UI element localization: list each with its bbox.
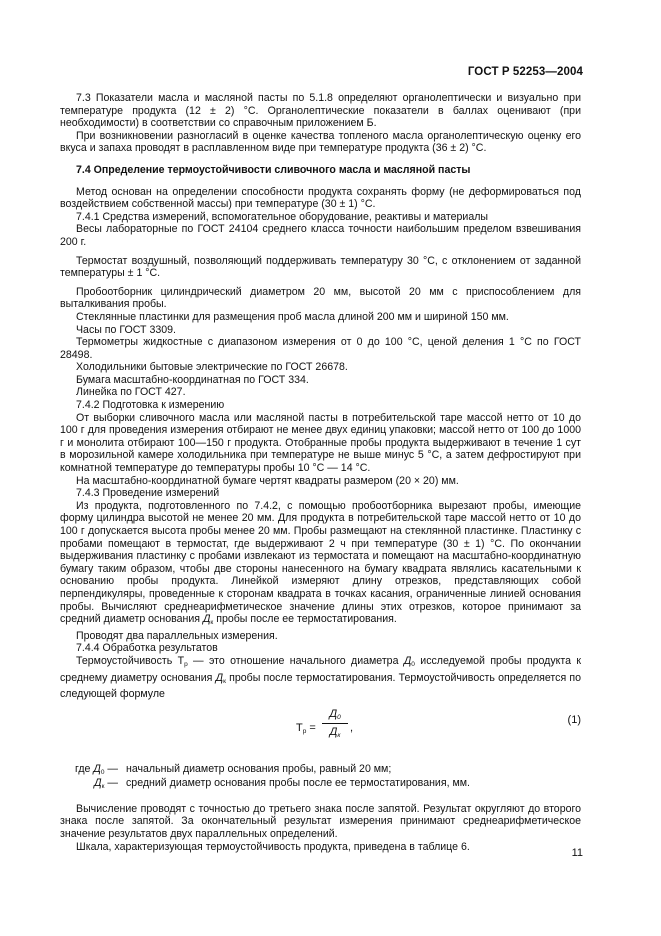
definition-text: исследуемой пробы продукта к среднему диаметру основания xyxy=(60,654,581,684)
standard-header: ГОСТ Р 52253—2004 xyxy=(467,66,583,78)
paragraph-7-3-dispute: При возникновении разногласий в оценке качества топленого масла органолептическую оценку его вкуса и запаха проводят в расплавленном виде при температуре продукта (36 ± 2) °С. xyxy=(60,129,581,155)
equipment-item: Термометры жидкостные с диапазоном измерения от 0 до 100 °С, ценой деления 1 °С по ГОСТ 28498. xyxy=(60,336,581,361)
legend-dash: — xyxy=(104,776,118,789)
definition-text: пробы после термостатирования. Термоустойчивость определяется по следующей формуле xyxy=(60,671,582,701)
formula-tp: Т xyxy=(296,721,303,734)
fraction-numerator xyxy=(322,708,348,721)
measurement-text: Из продукта, подготовленного по 7.4.2, с помощью пробоотборника вырезают пробы, имеющие форму цилиндра высотой не менее 20 мм. Для продукта в потребительской таре массой нетто от 10 до 100 г допускается высота пробы менее 20 мм. Пробы размещают на стеклянной пластинке. Пластинку с пробами помещают в термостат, где выдерживают 2 ч при температуре (30 ± 1) °С. По окончании выдерживания пластинку с пробами извлекают из термостата и помещают на масштабно-координатную бумагу таким образом, чтобы две стороны нанесенного на бумагу квадрата являлись касательными к основанию пробы продукта. Линейкой измеряют длину отрезков, представляющих собой перпендикуляры, проведенные к сторонам квадрата в точках касания, ограниченные линией основания пробы. Вычисляют среднеарифметическое значение длины этих отрезков, которое принимают за средний диаметр основания xyxy=(60,499,581,626)
paragraph-7-3: 7.3 Показатели масла и масляной пасты по 5.1.8 определяют органолептически и визуально при температуре продукта (12 ± 2) °С. Органолептические показатели в баллах оценивают (при необходимости) в соответствии со справочным приложением Б. xyxy=(60,92,581,130)
legend-d0-subscript: 0 xyxy=(100,768,105,776)
subsection-7-4-2-heading: 7.4.2 Подготовка к измерению xyxy=(76,399,225,412)
definition-text: Термоустойчивость Т xyxy=(76,654,185,667)
formula-fraction xyxy=(322,708,348,739)
parallel-measurements: Проводят два параллельных измерения. xyxy=(76,629,278,642)
dk-subscript: к xyxy=(223,677,226,685)
formula-equals: = xyxy=(306,721,316,734)
grid-paper-paragraph: На масштабно-координатной бумаге чертят квадраты размером (20 × 20) мм. xyxy=(76,474,459,487)
thermostability-definition xyxy=(60,655,581,701)
legend-row-dk xyxy=(60,777,581,791)
equipment-item: Стеклянные пластинки для размещения проб масла длиной 200 мм и шириной 150 мм. xyxy=(76,310,509,323)
equipment-item: Термостат воздушный, позволяющий поддерживать температуру 30 °С, с отклонением от заданной температуры ± 1 °С. xyxy=(60,254,581,280)
formula-lhs xyxy=(296,722,316,739)
subsection-7-4-3-heading: 7.4.3 Проведение измерений xyxy=(76,487,220,500)
equipment-item: Пробоотборник цилиндрический диаметром 20 мм, высотой 20 мм с приспособлением для выталкивания пробы. xyxy=(60,285,581,311)
formula-comma: , xyxy=(350,721,354,734)
legend-dash: — xyxy=(104,762,118,775)
formula-1 xyxy=(60,707,581,753)
legend-row-d0 xyxy=(60,763,581,777)
formula-legend xyxy=(60,763,581,791)
diameter-symbol: Д xyxy=(202,613,211,626)
method-paragraph: Метод основан на определении способности продукта сохранять форму (не деформироваться под воздействием собственной массы) при температуре (30 ± 1) °С. xyxy=(60,185,581,211)
subsection-7-4-1-heading: 7.4.1 Средства измерений, вспомогательное оборудование, реактивы и материалы xyxy=(76,210,489,223)
subsection-7-4-4-heading: 7.4.4 Обработка результатов xyxy=(76,642,218,655)
scale-reference-paragraph: Шкала, характеризующая термоустойчивость продукта, приведена в таблице 6. xyxy=(76,840,470,853)
calculation-paragraph: Вычисление проводят с точностью до третьего знака после запятой. Результат округляют до второго знака после запятой. За окончательный результат измерения принимают среднеарифметическое значение результатов двух параллельных определений. xyxy=(60,802,581,840)
equipment-item: Бумага масштабно-координатная по ГОСТ 334. xyxy=(76,373,309,386)
page-number: 11 xyxy=(571,847,583,859)
d0-subscript: 0 xyxy=(411,660,415,668)
denominator-subscript: к xyxy=(337,731,341,739)
fraction-bar xyxy=(322,723,348,724)
legend-dk-subscript: к xyxy=(101,782,105,790)
preparation-paragraph: От выборки сливочного масла или масляной пасты в потребительской таре массой нетто от 10 до 100 г для проведения измерения отбирают не менее двух единиц упаковки; массой нетто от 100 до 1000 г и монолита отбирают 100—150 г продукта. Отобранные пробы продукта выдерживают в течение 1 сут в морозильной камере холодильника при температуре не выше минус 5 °С, а затем дефростируют при комнатной температуре до температуры пробы 10 °С — 14 °С. xyxy=(60,411,581,475)
document-body xyxy=(60,92,581,853)
legend-d0: Д xyxy=(93,762,101,775)
tp-subscript: р xyxy=(184,660,188,668)
legend-symbol xyxy=(60,777,126,794)
d0-symbol: Д xyxy=(403,654,412,667)
equipment-item: Холодильники бытовые электрические по ГОСТ 26678. xyxy=(76,361,348,374)
legend-dk-description: средний диаметр основания пробы после ее термостатирования, мм. xyxy=(126,776,470,789)
formula-tp-subscript: р xyxy=(302,727,307,735)
measurement-tail: пробы после ее термостатирования. xyxy=(213,613,397,626)
legend-dk: Д xyxy=(94,776,102,789)
legend-prefix: где xyxy=(74,762,91,775)
fraction-denominator xyxy=(322,726,348,739)
dk-symbol: Д xyxy=(215,671,224,684)
diameter-subscript: к xyxy=(210,619,214,627)
formula-number: (1) xyxy=(567,713,581,726)
equipment-item: Линейка по ГОСТ 427. xyxy=(76,386,186,399)
numerator-symbol: Д xyxy=(329,707,338,720)
definition-text: — это отношение начального диаметра xyxy=(187,654,404,667)
legend-d0-description: начальный диаметр основания пробы, равный 20 мм; xyxy=(126,762,392,775)
equipment-item: Часы по ГОСТ 3309. xyxy=(76,323,176,336)
section-7-4-title: 7.4 Определение термоустойчивости сливочного масла и масляной пасты xyxy=(76,163,471,176)
equipment-item: Весы лабораторные по ГОСТ 24104 среднего класса точности наибольшим пределом взвешивания 200 г. xyxy=(60,223,581,248)
numerator-subscript: 0 xyxy=(337,713,341,721)
measurement-paragraph xyxy=(60,500,581,630)
denominator-symbol: Д xyxy=(329,725,338,738)
